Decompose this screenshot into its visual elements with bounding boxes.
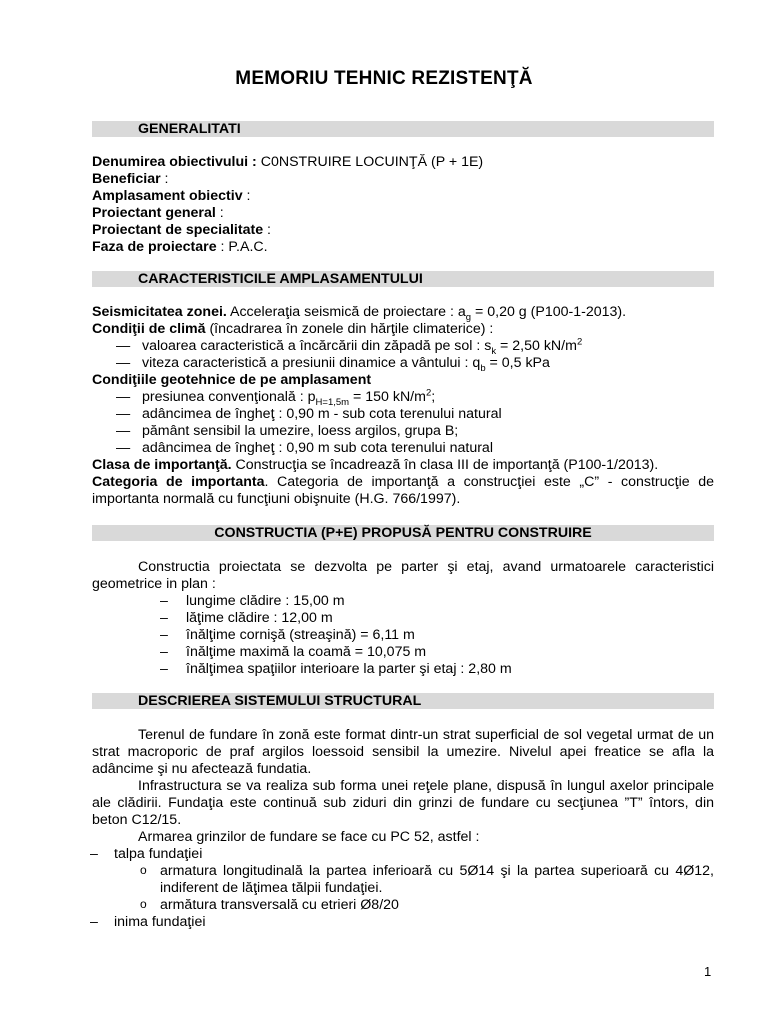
- list-item: [92, 423, 714, 440]
- text: . Categoria de importanţă a construcţiei este „C” - construcţie de importanta normală cu funcţiuni obişnuite (H.G. 766/1997).: [92, 474, 715, 507]
- field-value: C0NSTRUIRE LOCUINŢĂ (P + 1E): [256, 154, 484, 170]
- dash-bullet: –: [160, 627, 168, 643]
- construction-intro: Constructia proiectata se dezvolta pe parter şi etaj, avand urmatoarele caracteristici geometrice in plan :: [92, 559, 714, 592]
- field-beneficiary: [92, 171, 714, 188]
- section-header-site: [92, 271, 714, 287]
- circle-bullet: o: [140, 897, 147, 911]
- general-info-block: [92, 154, 714, 256]
- list-item: [92, 644, 714, 661]
- text: viteza caracteristică a presiunii dinamice a vântului : q: [142, 355, 481, 371]
- field-label: Beneficiar: [92, 171, 161, 187]
- structural-block: [92, 727, 714, 846]
- field-value: :: [242, 188, 251, 204]
- field-label: Proiectant general: [92, 205, 216, 221]
- field-label: Condiţiile geotehnice de pe amplasament: [92, 372, 372, 388]
- text: valoarea caracteristică a încărcării din zăpadă pe sol : s: [142, 338, 492, 354]
- text: ;: [431, 389, 436, 405]
- text: înălţimea spaţiilor interioare la parter şi etaj : 2,80 m: [186, 661, 512, 677]
- list-item: [92, 389, 714, 406]
- paragraph: Terenul de fundare în zonă este format dintr-un strat superficial de sol vegetal urmat de un strat macroporic de praf argilos loessoid sensibil la umezire. Nivelul apei freatice se afla la adâncime şi nu afectează fundatia.: [92, 727, 714, 777]
- field-label: Condiţii de climă: [92, 321, 206, 337]
- dash-bullet: –: [160, 610, 168, 626]
- text: lungime clădire : 15,00 m: [186, 593, 345, 609]
- field-value: :: [263, 222, 271, 238]
- seismicity-line: [92, 304, 714, 321]
- circle-bullet: o: [140, 863, 147, 877]
- dash-bullet: –: [160, 644, 168, 660]
- list-item: [92, 627, 714, 644]
- field-label: Clasa de importanţă.: [92, 457, 232, 473]
- reinforcement-list: [90, 846, 712, 931]
- section-header-generalitati: [92, 121, 714, 137]
- text: adâncimea de îngheţ : 0,90 m sub cota terenului natural: [142, 440, 493, 456]
- subscript: H=1,5m: [315, 396, 350, 408]
- superscript: 2: [576, 336, 583, 348]
- dash-bullet: –: [90, 846, 98, 862]
- dash-bullet: –: [160, 661, 168, 677]
- field-objective: [92, 154, 714, 171]
- field-location: [92, 188, 714, 205]
- text: presiunea convenţională : p: [142, 389, 316, 405]
- importance-category-paragraph: [92, 474, 714, 508]
- page-title: MEMORIU TEHNIC REZISTENŢĂ: [235, 68, 533, 89]
- dimension-list: [92, 593, 714, 678]
- text: armătura transversală cu etrieri Ø8/20: [160, 897, 399, 913]
- subscript: g: [465, 311, 472, 323]
- text: = 0,20 g (P100-1-2013).: [471, 304, 627, 320]
- field-value: : P.A.C.: [216, 239, 268, 255]
- text: Acceleraţia seismică de proiectare : a: [226, 304, 466, 320]
- text: = 2,50 kN/m: [496, 338, 577, 354]
- text: lăţime clădire : 12,00 m: [186, 610, 333, 626]
- paragraph: Armarea grinzilor de fundare se face cu PC 52, astfel :: [138, 829, 480, 845]
- dash-bullet: —: [116, 406, 131, 422]
- subscript: b: [480, 362, 486, 374]
- geotechnical-line: [92, 372, 714, 389]
- text: înălţime cornişă (streaşină) = 6,11 m: [186, 627, 415, 643]
- list-item: [92, 406, 714, 423]
- subscript: k: [491, 345, 497, 357]
- section-header-structural: [92, 693, 714, 709]
- section-title: DESCRIEREA SISTEMULUI STRUCTURAL: [138, 693, 422, 709]
- climate-line: [92, 321, 714, 338]
- section-header-construction: [92, 525, 714, 541]
- paragraph: Infrastructura se va realiza sub forma unei reţele plane, dispusă în lungul axelor principale ale clădirii. Fundaţia este continuă sub ziduri din grinzi de fundare cu secţiunea ”T” întors, din beton C12/15.: [92, 778, 714, 828]
- text: inima fundaţiei: [114, 914, 206, 930]
- dash-bullet: —: [116, 338, 131, 354]
- field-label: Seismicitatea zonei.: [92, 304, 227, 320]
- section-title: CONSTRUCTIA (P+E) PROPUSĂ PENTRU CONSTRUIRE: [214, 525, 592, 541]
- field-label: Proiectant de specialitate: [92, 222, 264, 238]
- text: = 150 kN/m: [349, 389, 426, 405]
- dash-bullet: —: [116, 440, 131, 456]
- text: armatura longitudinală la partea inferioară cu 5Ø14 şi la partea superioară cu 4Ø12, indiferent de lăţimea tălpii fundaţiei.: [160, 863, 714, 896]
- list-item: [92, 440, 714, 457]
- dash-bullet: —: [116, 355, 131, 371]
- superscript: 2: [425, 387, 432, 399]
- page-number: 1: [704, 964, 712, 979]
- dash-bullet: –: [90, 914, 98, 930]
- list-item: [90, 846, 712, 863]
- field-specialty-designer: [92, 222, 714, 239]
- field-general-designer: [92, 205, 714, 222]
- construction-block: [92, 559, 714, 678]
- list-item: [92, 610, 714, 627]
- field-design-phase: [92, 239, 714, 256]
- text: adâncimea de îngheţ : 0,90 m - sub cota terenului natural: [142, 406, 502, 422]
- site-characteristics-block: [92, 304, 714, 508]
- list-item: [92, 593, 714, 610]
- list-item: [92, 338, 714, 355]
- field-label: Categoria de importanta: [92, 474, 265, 490]
- dash-bullet: –: [160, 593, 168, 609]
- sub-list-item: [90, 897, 712, 914]
- field-label: Faza de proiectare: [92, 239, 217, 255]
- text: înălţime maximă la coamă = 10,075 m: [186, 644, 427, 660]
- dash-bullet: —: [116, 423, 131, 439]
- list-item: [90, 914, 712, 931]
- text: pământ sensibil la umezire, loess argilos, grupa B;: [142, 423, 459, 439]
- text: = 0,5 kPa: [485, 355, 550, 371]
- field-value: :: [215, 205, 224, 221]
- section-title: CARACTERISTICILE AMPLASAMENTULUI: [138, 271, 423, 287]
- importance-class-line: [92, 457, 714, 474]
- list-item: [92, 355, 714, 372]
- dash-bullet: —: [116, 389, 131, 405]
- list-item: [92, 661, 714, 678]
- text: Construcţia se încadrează în clasa III de importanţă (P100-1/2013).: [231, 457, 659, 473]
- section-title: GENERALITATI: [138, 121, 241, 137]
- text: talpa fundaţiei: [114, 846, 203, 862]
- sub-list-item: [90, 863, 714, 897]
- field-value: :: [160, 171, 169, 187]
- field-label: Denumirea obiectivului :: [92, 154, 257, 170]
- text: (încadrarea în zonele din hărţile climaterice) :: [205, 321, 494, 337]
- field-label: Amplasament obiectiv: [92, 188, 243, 204]
